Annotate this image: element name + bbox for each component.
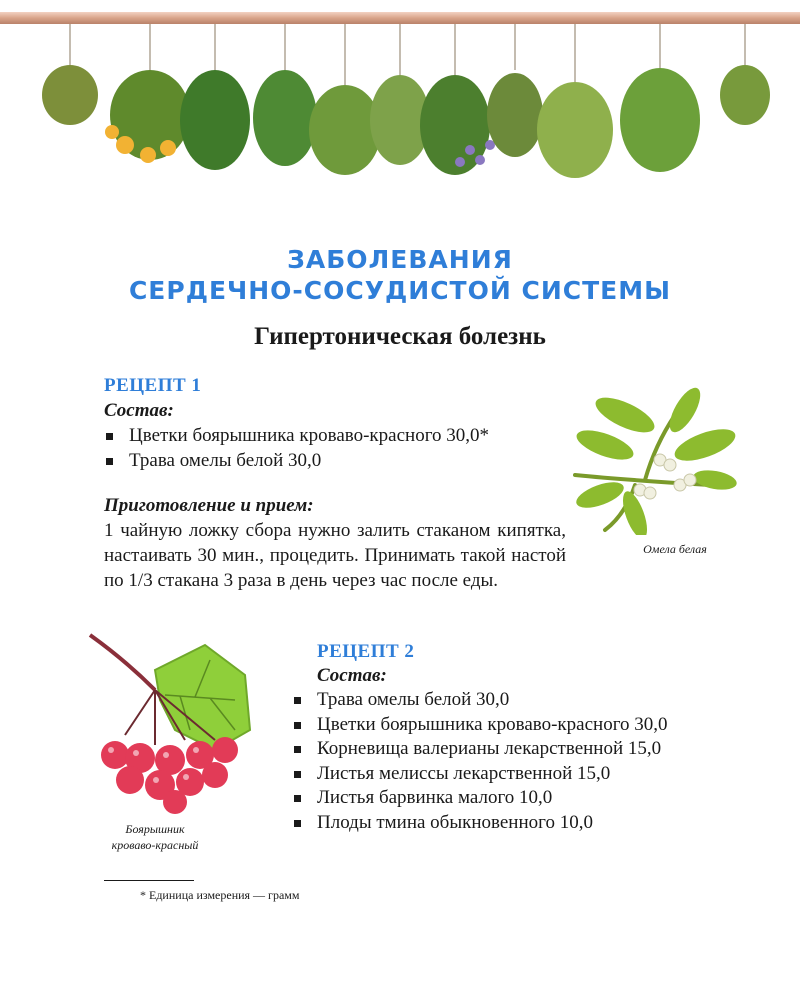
hawthorn-caption-line2: кроваво-красный (111, 838, 199, 852)
list-item: Плоды тмина обыкновенного 10,0 (292, 811, 668, 836)
herb-bunch-group (42, 65, 770, 178)
recipe2-title: РЕЦЕПТ 2 (317, 641, 415, 662)
recipe1-title: РЕЦЕПТ 1 (104, 375, 202, 396)
list-item: Цветки боярышника кроваво-красного 30,0 (292, 713, 668, 738)
recipe1-prep-label: Приготовление и прием: (104, 495, 314, 516)
page-subtitle: Гипертоническая болезнь (254, 323, 546, 350)
recipe2-ingredients (292, 688, 668, 835)
section-heading-line2: СЕРДЕЧНО-СОСУДИСТОЙ СИСТЕМЫ (128, 276, 672, 305)
recipe1-prep-text: 1 чайную ложку сбора нужно залить стаканом кипятка, настаивать 30 мин., процедить. Принимать такой настой по 1/3 стакана 3 раза в день через час после еды. (104, 520, 566, 591)
list-item: Цветки боярышника кроваво-красного 30,0* (104, 424, 489, 449)
hawthorn-illustration (85, 630, 265, 820)
list-item: Листья барвинка малого 10,0 (292, 786, 668, 811)
recipe1-composition-label: Состав: (104, 400, 174, 421)
list-item: Листья мелиссы лекарственной 15,0 (292, 762, 668, 787)
list-item: Трава омелы белой 30,0 (292, 688, 668, 713)
footnote: * Единица измерения — грамм (140, 888, 300, 902)
section-heading-line1: ЗАБОЛЕВАНИЯ (287, 245, 513, 274)
mistletoe-caption: Омела белая (643, 542, 707, 556)
recipe2-composition-label: Состав: (317, 665, 387, 686)
list-item: Корневища валерианы лекарственной 15,0 (292, 737, 668, 762)
herb-bunches-illustration (0, 0, 800, 205)
hawthorn-caption-line1: Боярышник (125, 822, 185, 836)
list-item: Трава омелы белой 30,0 (104, 449, 489, 474)
mistletoe-illustration (565, 385, 745, 535)
recipe1-ingredients (104, 424, 489, 473)
copper-rod (0, 12, 800, 24)
footnote-divider (104, 880, 194, 881)
